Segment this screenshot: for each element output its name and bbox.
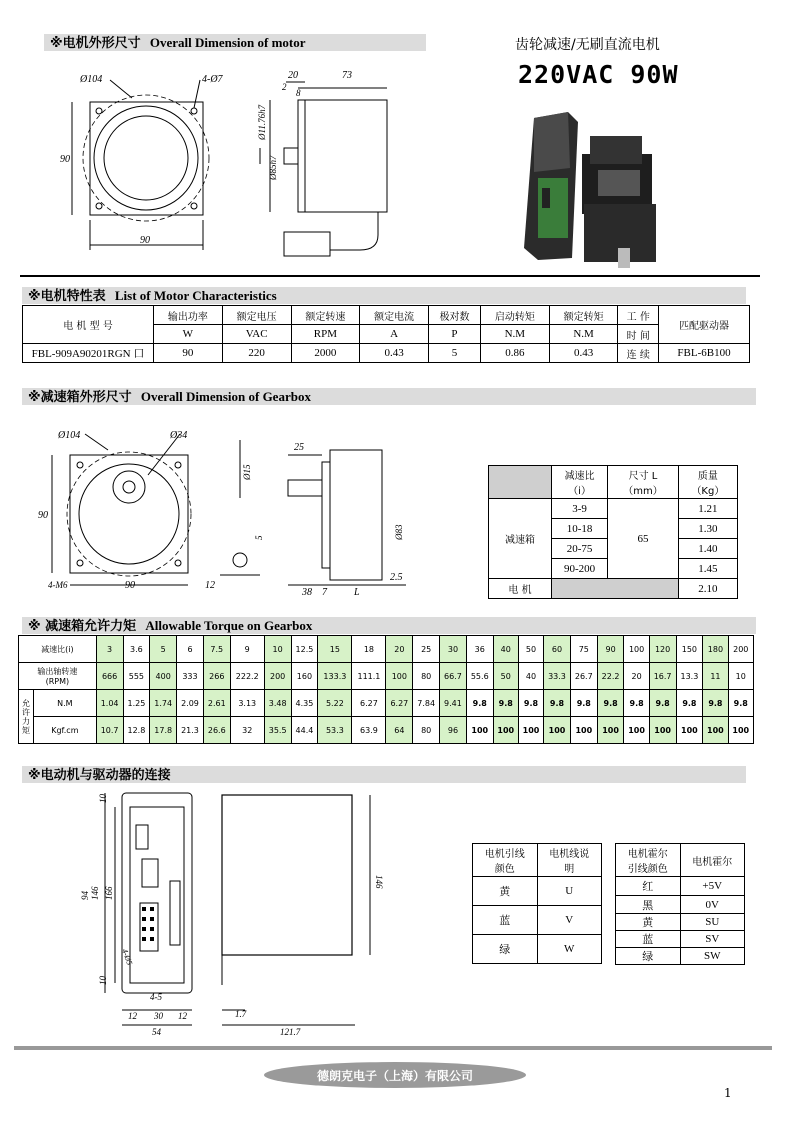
- cell-torque-nm: 9.8: [570, 690, 597, 717]
- header-mass: 质量 （Kg）: [678, 466, 737, 499]
- dim-l8: 8: [296, 88, 301, 98]
- cell-torque-nm: 9.8: [728, 690, 753, 717]
- cell-speed: 33.3: [544, 663, 571, 690]
- cell-torque-nm: 3.48: [264, 690, 291, 717]
- dim-shaft: Ø15: [242, 464, 252, 480]
- cell-desc: V: [537, 906, 602, 935]
- cell-torque-kgf: 100: [493, 717, 518, 744]
- cell-ratio: 30: [440, 636, 467, 663]
- unit-start-torque: N.M: [480, 325, 549, 344]
- cell-ratio: 9: [230, 636, 264, 663]
- dim-146b: 146: [374, 875, 384, 889]
- hall-wire-table: [615, 843, 745, 965]
- section-wiring: [22, 766, 746, 783]
- footer-company-badge: [264, 1062, 526, 1088]
- cell-torque-kgf: 100: [624, 717, 649, 744]
- cell-torque-kgf: 100: [570, 717, 597, 744]
- cell-ratio: 3-9: [552, 499, 608, 519]
- table-row: [616, 914, 745, 931]
- cell-torque-kgf: 44.4: [291, 717, 318, 744]
- cell-torque-nm: 9.8: [466, 690, 493, 717]
- section-title-cn: ※减速箱外形尺寸: [28, 390, 132, 405]
- cell-torque-nm: 9.8: [518, 690, 543, 717]
- cell-power: 90: [154, 344, 223, 363]
- cell-color: 绿: [616, 948, 681, 965]
- unit-poles: P: [429, 325, 481, 344]
- table-row: [489, 499, 738, 519]
- table-row: [616, 931, 745, 948]
- dim-holes: 4-Ø7: [202, 74, 223, 85]
- cell-torque-nm: 2.61: [203, 690, 230, 717]
- cell-rated-torque: 0.43: [549, 344, 618, 363]
- cell-speed: 55.6: [466, 663, 493, 690]
- cell-speed: 160: [291, 663, 318, 690]
- cell-speed: 80: [413, 663, 440, 690]
- table-row: [473, 935, 602, 964]
- cell-color: 蓝: [616, 931, 681, 948]
- cell-ratio: 6: [177, 636, 204, 663]
- cell-speed: 200: [264, 663, 291, 690]
- dim-key: 5: [254, 535, 264, 540]
- section-title-cn: ※电机特性表: [28, 289, 106, 304]
- cell-ratio: 18: [352, 636, 386, 663]
- cell-speed: 13.3: [676, 663, 703, 690]
- cell-torque-nm: 1.25: [123, 690, 150, 717]
- cell-torque-nm: 9.8: [544, 690, 571, 717]
- header-duty: 工 作: [618, 306, 659, 325]
- cell-torque-kgf: 100: [544, 717, 571, 744]
- dim-10b: 10: [98, 976, 108, 985]
- cell-torque-kgf: 100: [703, 717, 728, 744]
- dim-d104: Ø104: [80, 74, 103, 85]
- cell-speed: 400: [150, 663, 177, 690]
- dim-l25: 25: [294, 442, 304, 453]
- motor-dimension-drawing: [60, 60, 400, 260]
- header-lead-desc: 电机线说 明: [537, 844, 602, 877]
- section-title-en: Allowable Torque on Gearbox: [145, 618, 313, 633]
- section-motor-dimension: [44, 34, 426, 51]
- cell-ratio: 7.5: [203, 636, 230, 663]
- dim-l38: 38: [302, 587, 312, 598]
- cell-torque-nm: 2.09: [177, 690, 204, 717]
- cell-torque-nm: 9.8: [624, 690, 649, 717]
- cell-torque-nm: 7.84: [413, 690, 440, 717]
- table-row: [616, 896, 745, 914]
- cell-speed: 266: [203, 663, 230, 690]
- cell-current: 0.43: [360, 344, 429, 363]
- cell-speed: 100: [386, 663, 413, 690]
- lead-wire-table: [472, 843, 602, 964]
- cell-desc: 0V: [680, 896, 745, 914]
- dim-L: L: [354, 587, 360, 598]
- section-title-cn: ※电动机与驱动器的连接: [28, 768, 171, 783]
- cell-torque-kgf: 35.5: [264, 717, 291, 744]
- cell-torque-nm: 4.35: [291, 690, 318, 717]
- dim-10a: 10: [98, 794, 108, 803]
- dim-12a: 12: [128, 1011, 137, 1021]
- cell-speed: 20: [624, 663, 649, 690]
- cell-ratio: 75: [570, 636, 597, 663]
- cell-torque-kgf: 12.8: [123, 717, 150, 744]
- cell-speed: 2000: [291, 344, 360, 363]
- cell-speed: 555: [123, 663, 150, 690]
- dim-l73: 73: [342, 70, 352, 81]
- dim-54: 54: [152, 1027, 161, 1037]
- unit-duty: 时 间: [618, 325, 659, 344]
- unit-voltage: VAC: [222, 325, 291, 344]
- cell-ratio: 200: [728, 636, 753, 663]
- cell-ratio: 3: [96, 636, 123, 663]
- cell-ratio: 90-200: [552, 559, 608, 579]
- cell-torque-nm: 9.8: [676, 690, 703, 717]
- section-title-en: Overall Dimension of Gearbox: [140, 389, 311, 404]
- dim-1-7: 1.7: [235, 1009, 247, 1019]
- cell-ratio: 150: [676, 636, 703, 663]
- header-rated-torque: 额定转矩: [549, 306, 618, 325]
- cell-color: 黑: [616, 896, 681, 914]
- section-title-cn: ※电机外形尺寸: [50, 36, 141, 51]
- cell-ratio: 10: [264, 636, 291, 663]
- cell-voltage: 220: [222, 344, 291, 363]
- unit-nm: N.M: [34, 690, 97, 717]
- row-label-motor: 电 机: [489, 579, 552, 599]
- dim-l2: 2: [282, 82, 287, 92]
- header-speed: 额定转速: [291, 306, 360, 325]
- cell-torque-kgf: 96: [440, 717, 467, 744]
- cell-torque-nm: 6.27: [386, 690, 413, 717]
- cell-torque-kgf: 100: [518, 717, 543, 744]
- cell-color: 黄: [616, 914, 681, 931]
- cell-torque-kgf: 17.8: [150, 717, 177, 744]
- header-power: 输出功率: [154, 306, 223, 325]
- cell-mass: 1.45: [678, 559, 737, 579]
- cell-color: 绿: [473, 935, 538, 964]
- section-title-en: Overall Dimension of motor: [149, 35, 306, 50]
- cell-mass: 1.40: [678, 539, 737, 559]
- cell-torque-kgf: 100: [676, 717, 703, 744]
- cell-speed: 50: [493, 663, 518, 690]
- cell-torque-kgf: 32: [230, 717, 264, 744]
- cell-speed: 333: [177, 663, 204, 690]
- label-torque: 允 许 力 矩: [19, 690, 34, 744]
- cell-color: 黄: [473, 877, 538, 906]
- cell-torque-nm: 9.8: [493, 690, 518, 717]
- cell-mass: 1.30: [678, 519, 737, 539]
- cell-speed: 111.1: [352, 663, 386, 690]
- cell-torque-kgf: 63.9: [352, 717, 386, 744]
- cell-desc: +5V: [680, 877, 745, 896]
- header-hall-color: 电机霍尔 引线颜色: [616, 844, 681, 877]
- cell-desc: W: [537, 935, 602, 964]
- section-gearbox: [22, 388, 756, 405]
- corner-cell: [489, 466, 552, 499]
- footer-company: 德朗克电子（上海）有限公司: [316, 1069, 473, 1083]
- cell-torque-kgf: 26.6: [203, 717, 230, 744]
- cell-ratio: 20-75: [552, 539, 608, 559]
- cell-ratio: 50: [518, 636, 543, 663]
- dim-l12: 12: [205, 580, 215, 591]
- cell-start-torque: 0.86: [480, 344, 549, 363]
- cell-ratio: 20: [386, 636, 413, 663]
- row-label-gearbox: 减速箱: [489, 499, 552, 579]
- cell-speed: 222.2: [230, 663, 264, 690]
- dim-l20: 20: [288, 70, 298, 81]
- dim-shaft: Ø11.76h7: [257, 104, 267, 140]
- divider-line: [20, 275, 760, 277]
- cell-ratio: 5: [150, 636, 177, 663]
- dim-l7: 7: [322, 587, 327, 598]
- unit-current: A: [360, 325, 429, 344]
- cell-torque-kgf: 100: [649, 717, 676, 744]
- page-number: 1: [724, 1086, 732, 1100]
- dim-holes: 4-M6: [48, 580, 68, 590]
- cell-speed: 666: [96, 663, 123, 690]
- label-ratio: 减速比(i): [19, 636, 97, 663]
- cell-speed: 66.7: [440, 663, 467, 690]
- cell-torque-nm: 3.13: [230, 690, 264, 717]
- dim-4-5: 4-5: [150, 992, 162, 1002]
- cell-speed: 22.2: [597, 663, 624, 690]
- cell-speed: 133.3: [318, 663, 352, 690]
- cell-ratio: 180: [703, 636, 728, 663]
- cell-ratio: 36: [466, 636, 493, 663]
- cell-torque-kgf: 100: [597, 717, 624, 744]
- cell-ratio: 60: [544, 636, 571, 663]
- table-row: [616, 877, 745, 896]
- cell-model: FBL-909A90201RGN 口: [23, 344, 154, 363]
- gearbox-dimension-drawing: [30, 420, 420, 600]
- footer-rule: [14, 1046, 772, 1050]
- cell-ratio: 3.6: [123, 636, 150, 663]
- dim-30: 30: [154, 1011, 163, 1021]
- cell-torque-kgf: 80: [413, 717, 440, 744]
- cell-ratio: 12.5: [291, 636, 318, 663]
- cell-motor-mass: 2.10: [678, 579, 737, 599]
- header-hall-desc: 电机霍尔: [680, 844, 745, 877]
- cell-color: 红: [616, 877, 681, 896]
- cell-color: 蓝: [473, 906, 538, 935]
- header-model: 电 机 型 号: [23, 306, 154, 344]
- dim-d34: Ø34: [170, 430, 188, 441]
- dim-w90: 90: [125, 580, 135, 591]
- product-subtitle: 齿轮减速/无刷直流电机: [515, 37, 660, 53]
- unit-speed: RPM: [291, 325, 360, 344]
- grey-cell: [552, 579, 679, 599]
- cell-ratio: 40: [493, 636, 518, 663]
- header-poles: 极对数: [429, 306, 481, 325]
- dim-166: 166: [104, 886, 114, 900]
- dim-121-7: 121.7: [280, 1027, 301, 1037]
- dim-l2-5: 2.5: [390, 572, 403, 583]
- driver-motor-drawing: [80, 785, 384, 1040]
- motor-characteristics-table: [22, 305, 750, 363]
- cell-desc: SU: [680, 914, 745, 931]
- cell-speed: 40: [518, 663, 543, 690]
- header-ratio: 减速比 （i）: [552, 466, 608, 499]
- cell-poles: 5: [429, 344, 481, 363]
- cell-ratio: 10-18: [552, 519, 608, 539]
- table-row: [489, 579, 738, 599]
- cell-desc: SV: [680, 931, 745, 948]
- cell-speed: 16.7: [649, 663, 676, 690]
- dim-4-5b: 4-Ø5: [120, 947, 135, 967]
- cell-torque-kgf: 100: [728, 717, 753, 744]
- dim-h90: 90: [60, 154, 70, 165]
- cell-torque-kgf: 10.7: [96, 717, 123, 744]
- cell-mass: 1.21: [678, 499, 737, 519]
- torque-table: [18, 635, 754, 744]
- dim-h90: 90: [38, 510, 48, 521]
- cell-torque-kgf: 21.3: [177, 717, 204, 744]
- table-row: [616, 948, 745, 965]
- section-characteristics: [22, 287, 746, 304]
- unit-kgf: Kgf.cm: [34, 717, 97, 744]
- header-voltage: 额定电压: [222, 306, 291, 325]
- cell-torque-nm: 6.27: [352, 690, 386, 717]
- dim-146: 146: [90, 886, 100, 900]
- dim-w90: 90: [140, 235, 150, 246]
- cell-ratio: 100: [624, 636, 649, 663]
- cell-desc: U: [537, 877, 602, 906]
- header-start-torque: 启动转矩: [480, 306, 549, 325]
- motor-driver-photo: [520, 108, 670, 268]
- table-row: [473, 906, 602, 935]
- dim-pilot: Ø85h7: [268, 155, 278, 180]
- cell-driver: FBL-6B100: [659, 344, 750, 363]
- gearbox-mass-table: [488, 465, 738, 599]
- cell-torque-kgf: 64: [386, 717, 413, 744]
- cell-length: 65: [608, 499, 679, 579]
- header-driver: 匹配驱动器: [659, 306, 750, 344]
- header-length: 尺寸 L （mm）: [608, 466, 679, 499]
- section-title-en: List of Motor Characteristics: [114, 288, 277, 303]
- cell-speed: 26.7: [570, 663, 597, 690]
- header-lead-color: 电机引线 颜色: [473, 844, 538, 877]
- cell-torque-nm: 9.8: [703, 690, 728, 717]
- cell-speed: 10: [728, 663, 753, 690]
- cell-torque-nm: 1.74: [150, 690, 177, 717]
- unit-power: W: [154, 325, 223, 344]
- cell-ratio: 90: [597, 636, 624, 663]
- header-current: 额定电流: [360, 306, 429, 325]
- cell-torque-kgf: 100: [466, 717, 493, 744]
- product-title: 220VAC 90W: [518, 60, 679, 89]
- cell-duty: 连 续: [618, 344, 659, 363]
- dim-12b: 12: [178, 1011, 187, 1021]
- dim-pilot: Ø83: [394, 524, 404, 540]
- cell-torque-nm: 9.8: [649, 690, 676, 717]
- cell-ratio: 15: [318, 636, 352, 663]
- cell-torque-nm: 1.04: [96, 690, 123, 717]
- label-speed: 输出轴转速 (RPM): [19, 663, 97, 690]
- cell-ratio: 120: [649, 636, 676, 663]
- table-row: [23, 344, 750, 363]
- section-torque: [22, 617, 756, 634]
- cell-ratio: 25: [413, 636, 440, 663]
- cell-torque-nm: 9.41: [440, 690, 467, 717]
- table-row: [473, 877, 602, 906]
- cell-speed: 11: [703, 663, 728, 690]
- cell-desc: SW: [680, 948, 745, 965]
- cell-torque-kgf: 53.3: [318, 717, 352, 744]
- cell-torque-nm: 9.8: [597, 690, 624, 717]
- cell-torque-nm: 5.22: [318, 690, 352, 717]
- unit-rated-torque: N.M: [549, 325, 618, 344]
- dim-94: 94: [80, 891, 90, 900]
- dim-d104: Ø104: [58, 430, 81, 441]
- section-title-cn: ※ 减速箱允许力矩: [28, 619, 137, 634]
